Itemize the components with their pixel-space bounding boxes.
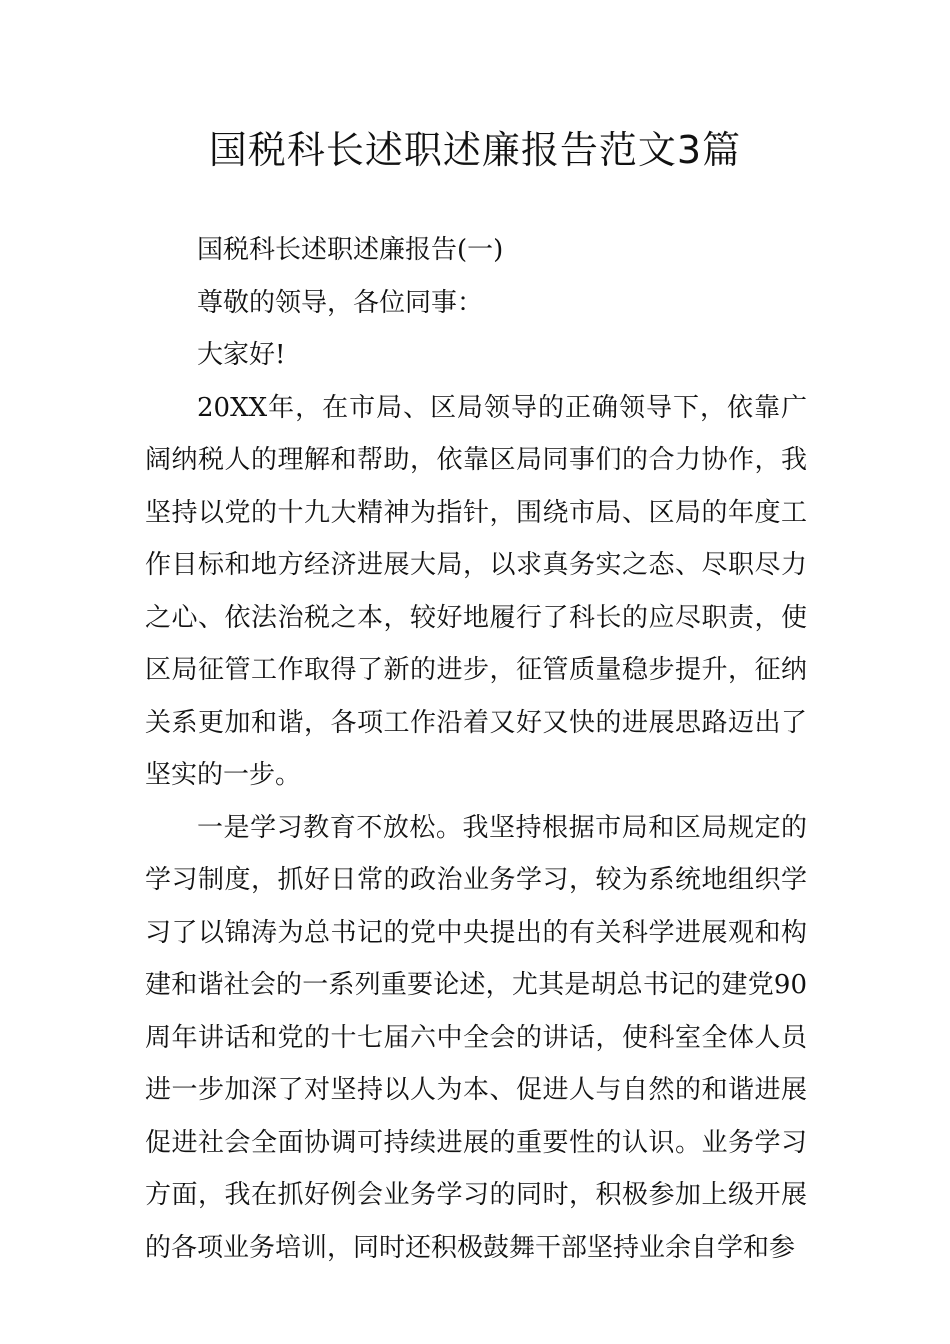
- document-title: 国税科长述职述廉报告范文3篇: [208, 128, 742, 172]
- document-body: [145, 224, 807, 1274]
- section-heading: 国税科长述职述廉报告(一): [197, 235, 504, 265]
- body-paragraph: 一是学习教育不放松。我坚持根据市局和区局规定的学习制度，抓好日常的政治业务学习，较为系统地组织学习了以锦涛为总书记的党中央提出的有关科学进展观和构建和谐社会的一系列重要论述，尤其是胡总书记的建党90周年讲话和党的十七届六中全会的讲话，使科室全体人员进一步加深了对坚持以人为本、促进人与自然的和谐进展促进社会全面协调可持续进展的重要性的认识。业务学习方面，我在抓好例会业务学习的同时，积极参加上级开展的各项业务培训，同时还积极鼓舞干部坚持业余自学和参: [145, 812, 807, 1263]
- greeting: 大家好!: [197, 340, 286, 370]
- body-paragraph: 20XX年，在市局、区局领导的正确领导下，依靠广阔纳税人的理解和帮助，依靠区局同事们的合力协作，我坚持以党的十九大精神为指针，围绕市局、区局的年度工作目标和地方经济进展大局，以求真务实之态、尽职尽力之心、依法治税之本，较好地履行了科长的应尽职责，使区局征管工作取得了新的进步，征管质量稳步提升，征纳关系更加和谐，各项工作沿着又好又快的进展思路迈出了坚实的一步。: [145, 392, 807, 790]
- salutation: 尊敬的领导，各位同事：: [197, 287, 484, 318]
